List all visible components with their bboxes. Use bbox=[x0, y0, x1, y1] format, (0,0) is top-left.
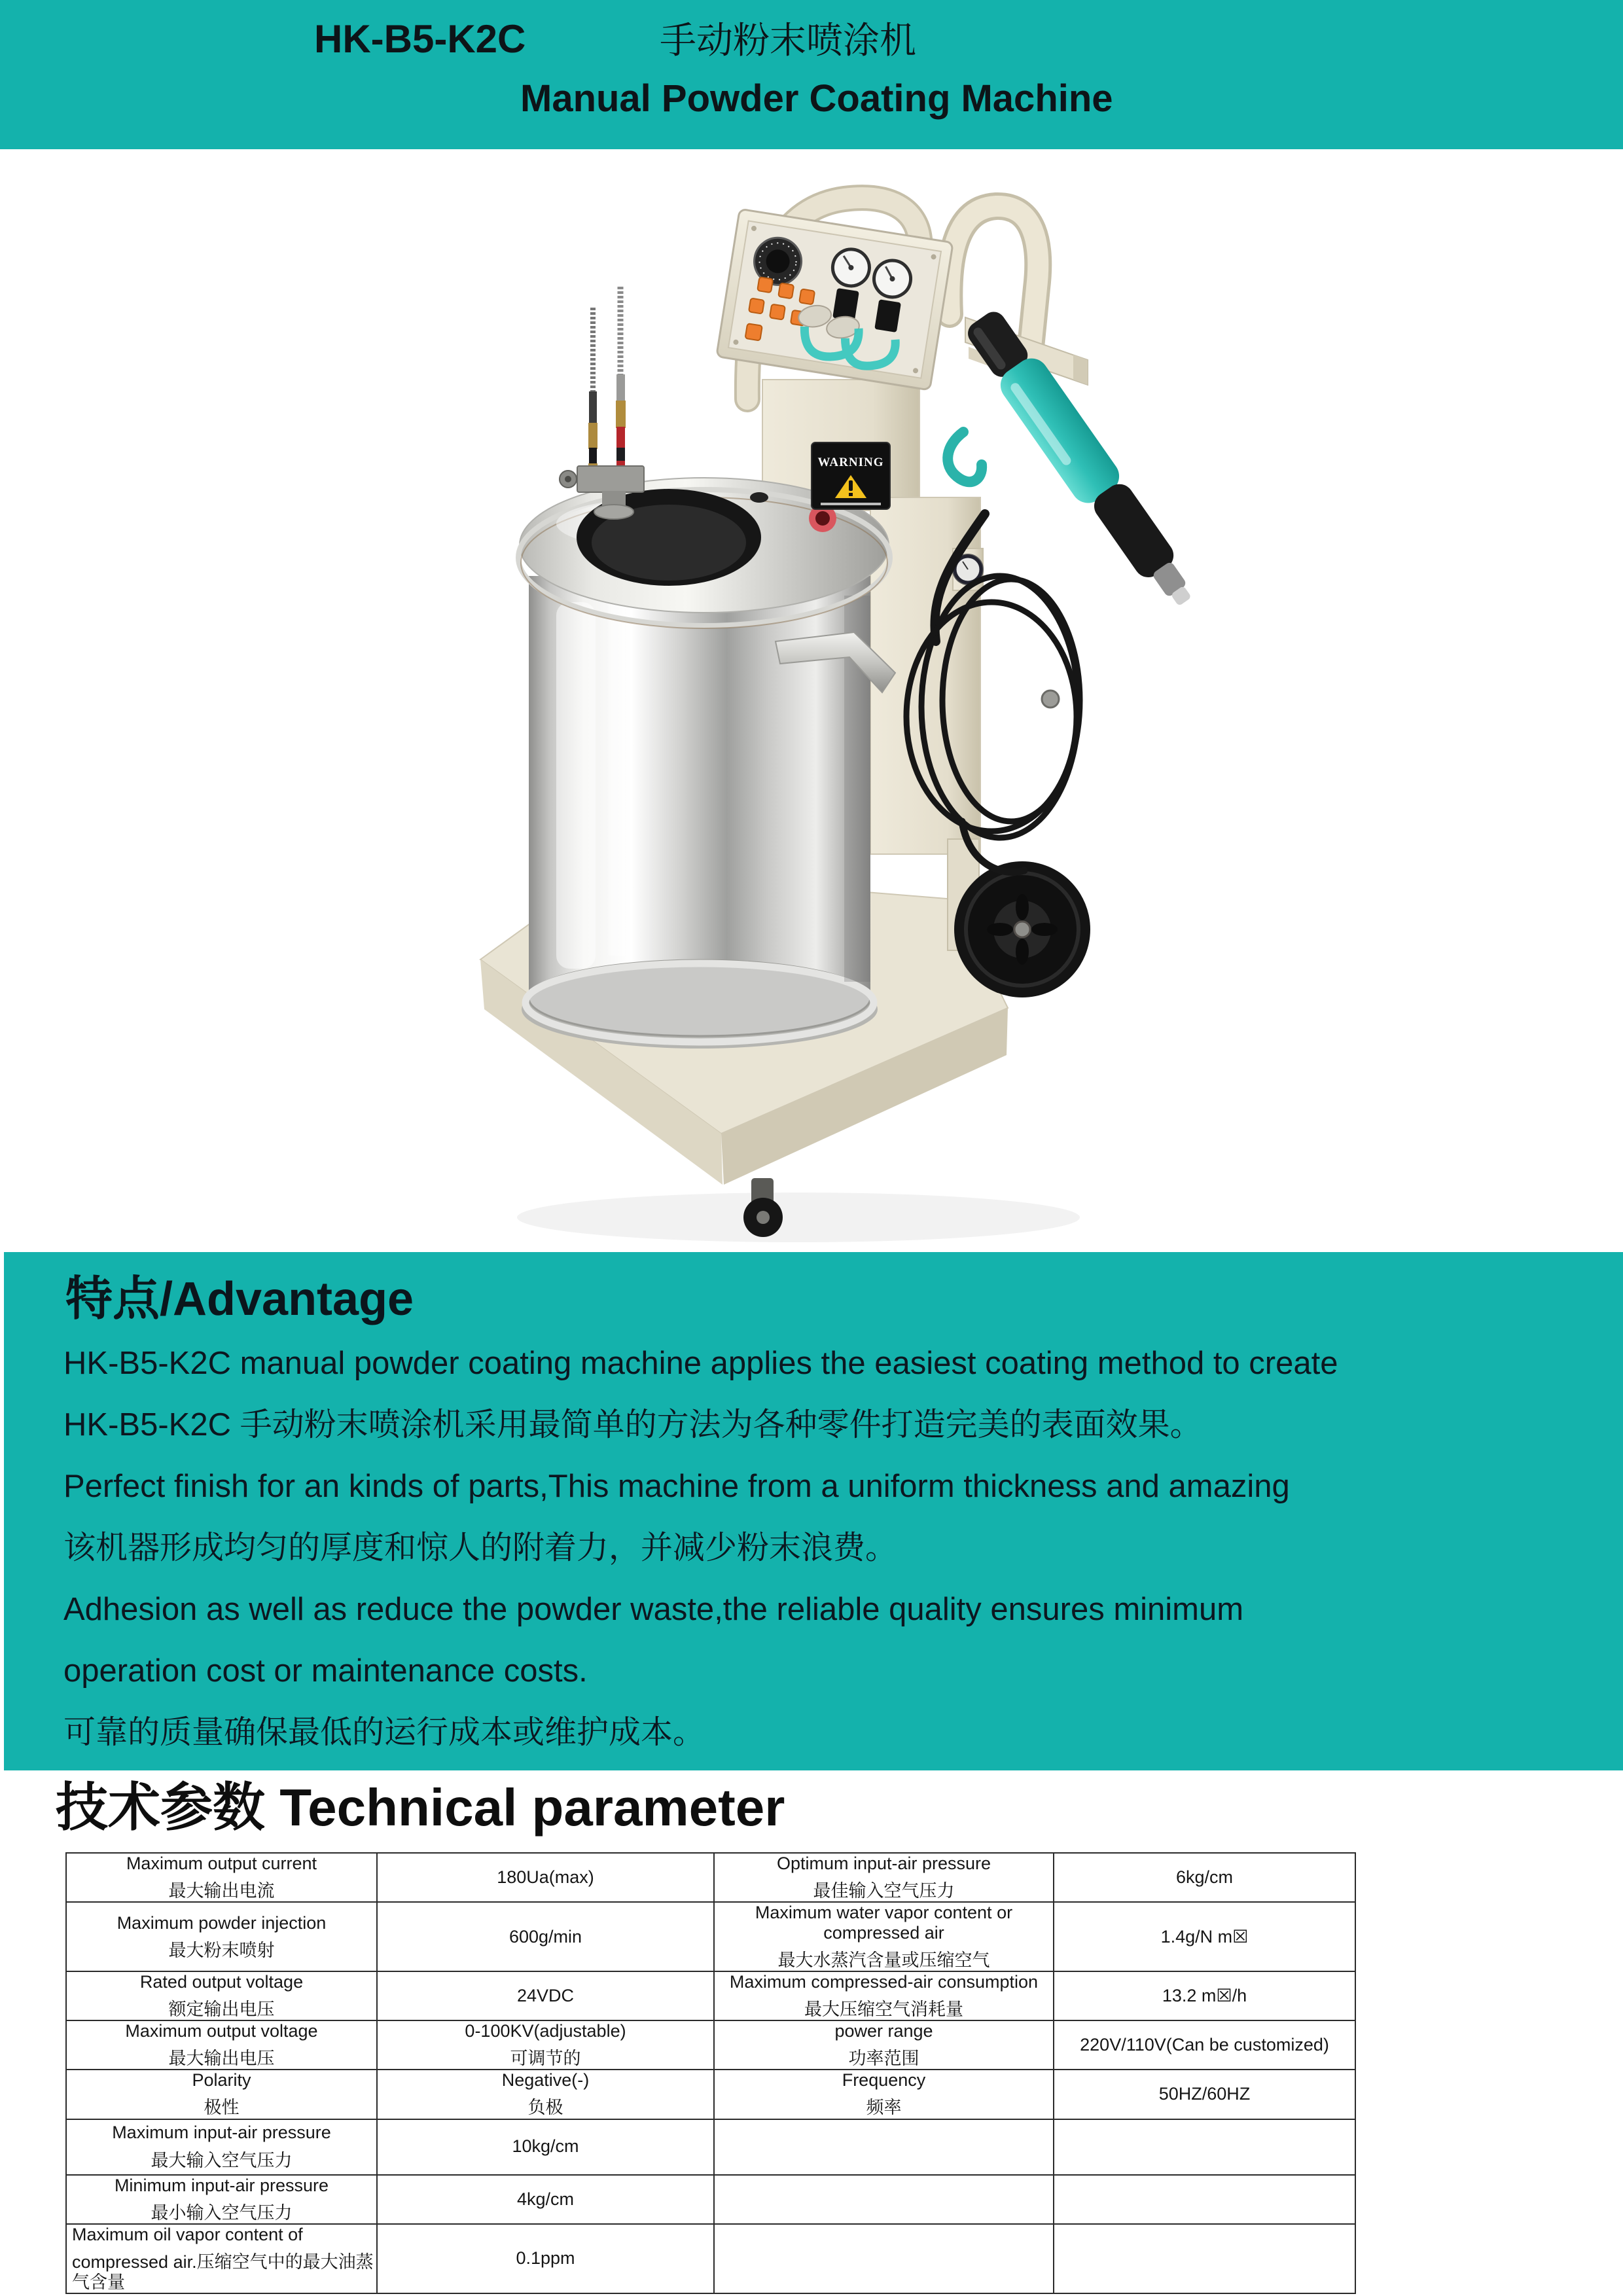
spec-value-cell bbox=[377, 1902, 714, 1971]
advantage-line: 该机器形成均匀的厚度和惊人的附着力，并减少粉末浪费。 bbox=[63, 1530, 898, 1566]
spec-line-zh: 额定输出电压 bbox=[168, 2000, 275, 2020]
spec-label-cell bbox=[66, 2175, 377, 2224]
advantage-line: 可靠的质量确保最低的运行成本或维护成本。 bbox=[63, 1715, 705, 1750]
spec-label-cell bbox=[714, 2070, 1054, 2119]
spec-line-en: 0.1ppm bbox=[516, 2248, 575, 2269]
spec-value-cell bbox=[1054, 1853, 1355, 1902]
header-bar bbox=[0, 0, 1623, 149]
spec-row bbox=[66, 2020, 1355, 2070]
warning-label bbox=[812, 442, 890, 509]
spec-label-cell bbox=[66, 2020, 377, 2070]
spec-value-cell bbox=[377, 2175, 714, 2224]
spec-line-zh: 最大输入空气压力 bbox=[151, 2150, 293, 2170]
spec-line-en: 220V/110V(Can be customized) bbox=[1080, 2035, 1329, 2055]
lid-vent-hole bbox=[750, 492, 768, 503]
spec-table bbox=[65, 1852, 1356, 2294]
advantage-paragraph bbox=[63, 1333, 1582, 1763]
spec-label-cell bbox=[714, 2224, 1054, 2293]
spec-line-zh: 最小输入空气压力 bbox=[151, 2202, 293, 2223]
spec-label-cell bbox=[66, 2224, 377, 2293]
spec-line-zh: compressed air.压缩空气中的最大油蒸气含量 bbox=[72, 2251, 374, 2292]
spray-gun bbox=[948, 304, 1202, 619]
spec-line-en: Polarity bbox=[192, 2070, 251, 2090]
spec-label-cell bbox=[714, 1902, 1054, 1971]
spec-row bbox=[66, 1853, 1355, 1902]
advantage-line: Adhesion as well as reduce the powder waste,the reliable quality ensures minimum bbox=[63, 1592, 1244, 1627]
spec-line-zh: 可调节的 bbox=[510, 2049, 581, 2069]
caster-wheel bbox=[743, 1178, 783, 1237]
powder-barrel bbox=[522, 576, 895, 1049]
spec-label-cell bbox=[714, 1971, 1054, 2020]
spec-line-en: Maximum water vapor content or compressed air bbox=[755, 1903, 1013, 1943]
spec-label-cell bbox=[714, 1853, 1054, 1902]
spec-line-en: Maximum compressed-air consumption bbox=[729, 1972, 1039, 1992]
tech-heading: 技术参数 Technical parameter bbox=[56, 1778, 785, 1837]
advantage-line: operation cost or maintenance costs. bbox=[63, 1653, 588, 1689]
product-photo bbox=[393, 183, 1270, 1257]
spec-line-en: Frequency bbox=[842, 2070, 926, 2090]
spec-row bbox=[66, 2224, 1355, 2293]
spec-value-cell bbox=[377, 1853, 714, 1902]
advantage-line: HK-B5-K2C manual powder coating machine applies the easiest coating method to create bbox=[63, 1346, 1338, 1381]
spec-line-en: Maximum input-air pressure bbox=[112, 2123, 331, 2143]
spec-value-cell bbox=[1054, 1971, 1355, 2020]
header-title-zh: 手动粉末喷涂机 bbox=[660, 20, 916, 61]
spec-line-en: Maximum oil vapor content of bbox=[72, 2224, 303, 2244]
spec-value-cell bbox=[377, 2070, 714, 2119]
model-number: HK-B5-K2C bbox=[314, 17, 526, 61]
spec-line-en: 4kg/cm bbox=[516, 2189, 575, 2209]
spec-value-cell bbox=[1054, 2119, 1355, 2175]
spec-label-cell bbox=[66, 2070, 377, 2119]
control-panel bbox=[717, 209, 954, 390]
spec-value-cell bbox=[1054, 2070, 1355, 2119]
spec-line-en: Rated output voltage bbox=[139, 1972, 304, 1992]
advantage-line: HK-B5-K2C 手动粉末喷涂机采用最简单的方法为各种零件打造完美的表面效果。 bbox=[63, 1407, 1202, 1443]
spec-label-cell bbox=[66, 2119, 377, 2175]
advantage-line: Perfect finish for an kinds of parts,This machine from a uniform thickness and amazing bbox=[63, 1469, 1290, 1504]
spec-value-cell bbox=[1054, 1902, 1355, 1971]
header-title-en: Manual Powder Coating Machine bbox=[520, 77, 1113, 120]
spec-line-zh: 最大输出电压 bbox=[168, 2049, 275, 2069]
spec-line-zh: 最大粉末喷射 bbox=[168, 1940, 275, 1960]
spec-line-zh: 最大水蒸汽含量或压缩空气 bbox=[777, 1950, 990, 1971]
spec-label-cell bbox=[714, 2020, 1054, 2070]
spec-value-cell bbox=[1054, 2224, 1355, 2293]
spec-value-cell bbox=[1054, 2020, 1355, 2070]
spec-line-zh: 极性 bbox=[204, 2098, 240, 2118]
spec-line-en: Negative(-) bbox=[501, 2070, 590, 2090]
spec-line-zh: 最佳输入空气压力 bbox=[813, 1881, 955, 1901]
spec-line-en: 1.4g/N m☒ bbox=[1160, 1926, 1249, 1946]
spec-value-cell bbox=[377, 1971, 714, 2020]
spec-line-zh: 频率 bbox=[866, 2098, 902, 2118]
advantage-section bbox=[4, 1252, 1623, 1770]
spec-line-en: power range bbox=[834, 2021, 933, 2041]
spec-value-cell bbox=[377, 2224, 714, 2293]
spec-row bbox=[66, 2070, 1355, 2119]
spec-line-zh: 功率范围 bbox=[848, 2049, 919, 2069]
spec-line-zh: 最大输出电流 bbox=[168, 1881, 275, 1901]
spec-line-en: Minimum input-air pressure bbox=[114, 2175, 329, 2195]
spec-line-en: 50HZ/60HZ bbox=[1158, 2084, 1251, 2104]
spec-line-en: 600g/min bbox=[508, 1926, 582, 1946]
spec-line-en: Maximum powder injection bbox=[116, 1912, 327, 1933]
advantage-heading: 特点/Advantage bbox=[65, 1273, 414, 1325]
spec-row bbox=[66, 1902, 1355, 1971]
spec-value-cell bbox=[1054, 2175, 1355, 2224]
spec-line-en: Maximum output voltage bbox=[125, 2021, 318, 2041]
spec-label-cell bbox=[66, 1971, 377, 2020]
spec-label-cell bbox=[66, 1853, 377, 1902]
spec-row bbox=[66, 2175, 1355, 2224]
spec-line-en: 180Ua(max) bbox=[497, 1867, 594, 1888]
spec-label-cell bbox=[66, 1902, 377, 1971]
spec-line-zh: 负极 bbox=[527, 2098, 563, 2118]
spec-line-en: 24VDC bbox=[516, 1986, 575, 2006]
spec-label-cell bbox=[714, 2119, 1054, 2175]
spec-line-en: 10kg/cm bbox=[512, 2136, 579, 2157]
wheel bbox=[954, 861, 1090, 997]
spec-line-en: Maximum output current bbox=[126, 1854, 317, 1873]
warning-text: WARNING bbox=[817, 456, 884, 469]
spec-line-en: 0-100KV(adjustable) bbox=[465, 2021, 626, 2041]
spec-line-zh: 最大压缩空气消耗量 bbox=[804, 2000, 963, 2020]
spec-row bbox=[66, 1971, 1355, 2020]
spec-row bbox=[66, 2119, 1355, 2175]
electrode-rods bbox=[560, 287, 644, 519]
spec-value-cell bbox=[377, 2020, 714, 2070]
spec-line-en: Optimum input-air pressure bbox=[776, 1854, 991, 1873]
spec-label-cell bbox=[714, 2175, 1054, 2224]
spec-line-en: 6kg/cm bbox=[1175, 1867, 1234, 1888]
spec-value-cell bbox=[377, 2119, 714, 2175]
spec-line-en: 13.2 m☒/h bbox=[1162, 1986, 1247, 2006]
ground-shadow bbox=[517, 1193, 1080, 1242]
